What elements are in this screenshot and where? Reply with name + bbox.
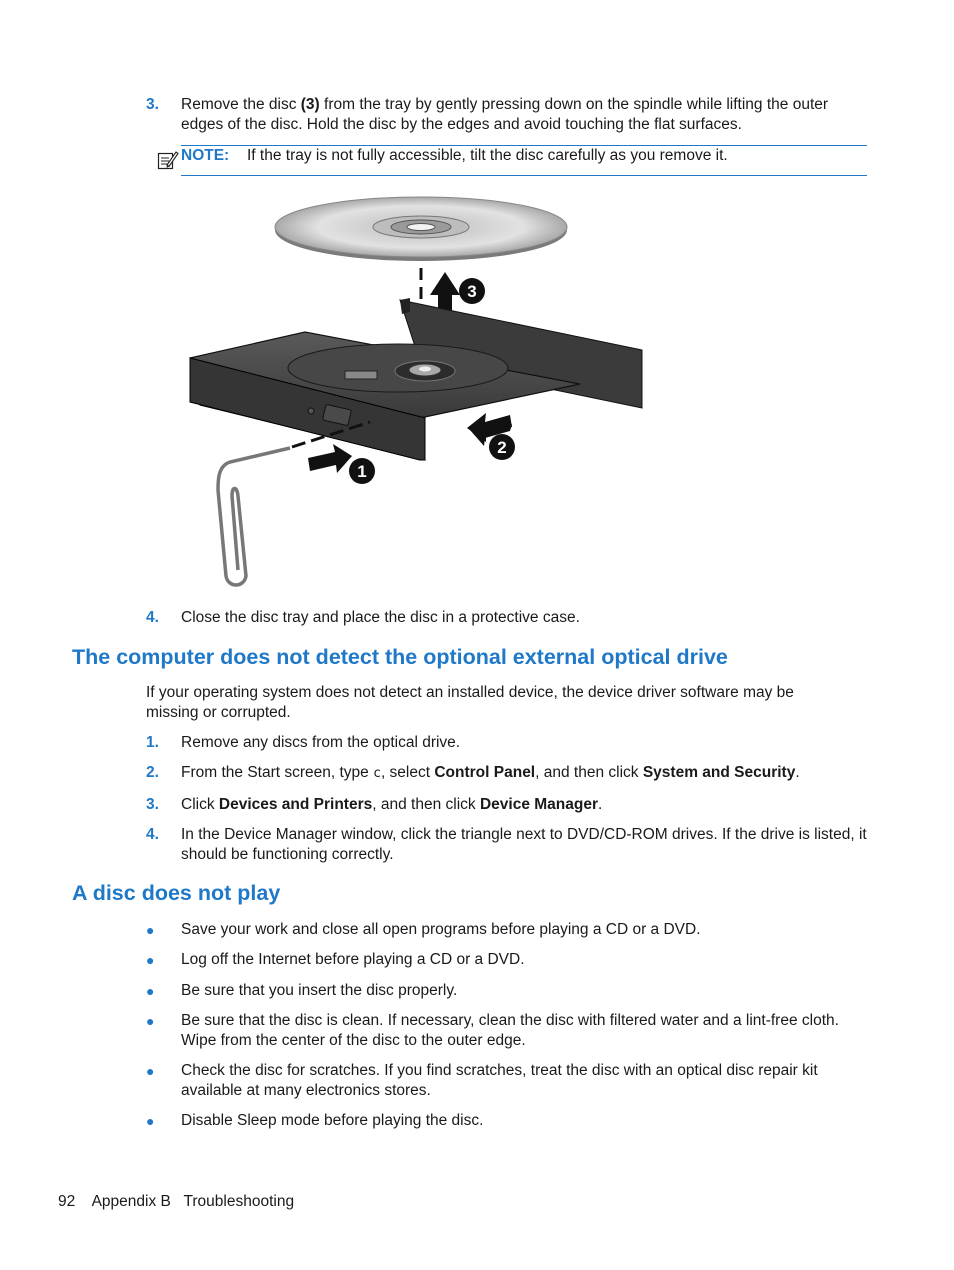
step-text: From the Start screen, type c, select Control Panel, and then click System and Security. xyxy=(181,764,800,781)
note-bottom-rule xyxy=(181,175,867,176)
bullet-text: Save your work and close all open programs before playing a CD or a DVD. xyxy=(181,921,701,938)
step-number: 3. xyxy=(146,796,159,813)
bullet-icon: ● xyxy=(146,952,155,968)
step-text: Remove any discs from the optical drive. xyxy=(181,734,461,751)
callout-3: 3 xyxy=(467,282,477,301)
step-number: 4. xyxy=(146,609,159,626)
optical-drive-illustration xyxy=(180,190,660,600)
step-number: 4. xyxy=(146,826,159,843)
bullet-icon: ● xyxy=(146,1063,155,1079)
bullet-icon: ● xyxy=(146,1013,155,1029)
bullet-icon: ● xyxy=(146,922,155,938)
bullet-text: Disable Sleep mode before playing the disc. xyxy=(181,1112,484,1129)
page-number: 92 xyxy=(58,1193,76,1210)
section-heading: A disc does not play xyxy=(72,881,281,905)
callout-1: 1 xyxy=(357,462,367,481)
step-number: 3. xyxy=(146,96,159,113)
bullet-icon: ● xyxy=(146,983,155,999)
note-label: NOTE: xyxy=(181,147,230,164)
step-text: Close the disc tray and place the disc in a protective case. xyxy=(181,609,580,626)
step-text: In the Device Manager window, click the triangle next to DVD/CD-ROM drives. If the drive is listed, it should be functioning correctly. xyxy=(181,826,867,863)
note-pencil-icon xyxy=(157,149,179,171)
bullet-text: Log off the Internet before playing a CD or a DVD. xyxy=(181,951,525,968)
callout-2: 2 xyxy=(497,438,507,457)
step-number: 2. xyxy=(146,764,159,781)
page-footer xyxy=(58,1192,294,1212)
bullet-text: Check the disc for scratches. If you find scratches, treat the disc with an optical disc repair kit available at many electronics stores. xyxy=(181,1062,818,1099)
bullet-text: Be sure that you insert the disc properly. xyxy=(181,982,458,999)
chapter-title: Appendix B Troubleshooting xyxy=(91,1193,295,1210)
step-text: Click Devices and Printers, and then click Device Manager. xyxy=(181,796,603,813)
bullet-text: Be sure that the disc is clean. If necessary, clean the disc with filtered water and a lint-free cloth. Wipe from the center of the disc to the outer edge. xyxy=(181,1012,839,1049)
note-text: If the tray is not fully accessible, tilt the disc carefully as you remove it. xyxy=(247,147,728,164)
step-text: Remove the disc (3) from the tray by gently pressing down on the spindle while lifting the outer edges of the disc. Hold the disc by the edges and avoid touching the flat surfaces. xyxy=(181,96,829,133)
step-number: 1. xyxy=(146,734,159,751)
section-heading: The computer does not detect the optional external optical drive xyxy=(72,645,728,669)
bullet-icon: ● xyxy=(146,1113,155,1129)
section-intro: If your operating system does not detect an installed device, the device driver software may be missing or corrupted. xyxy=(146,684,794,721)
